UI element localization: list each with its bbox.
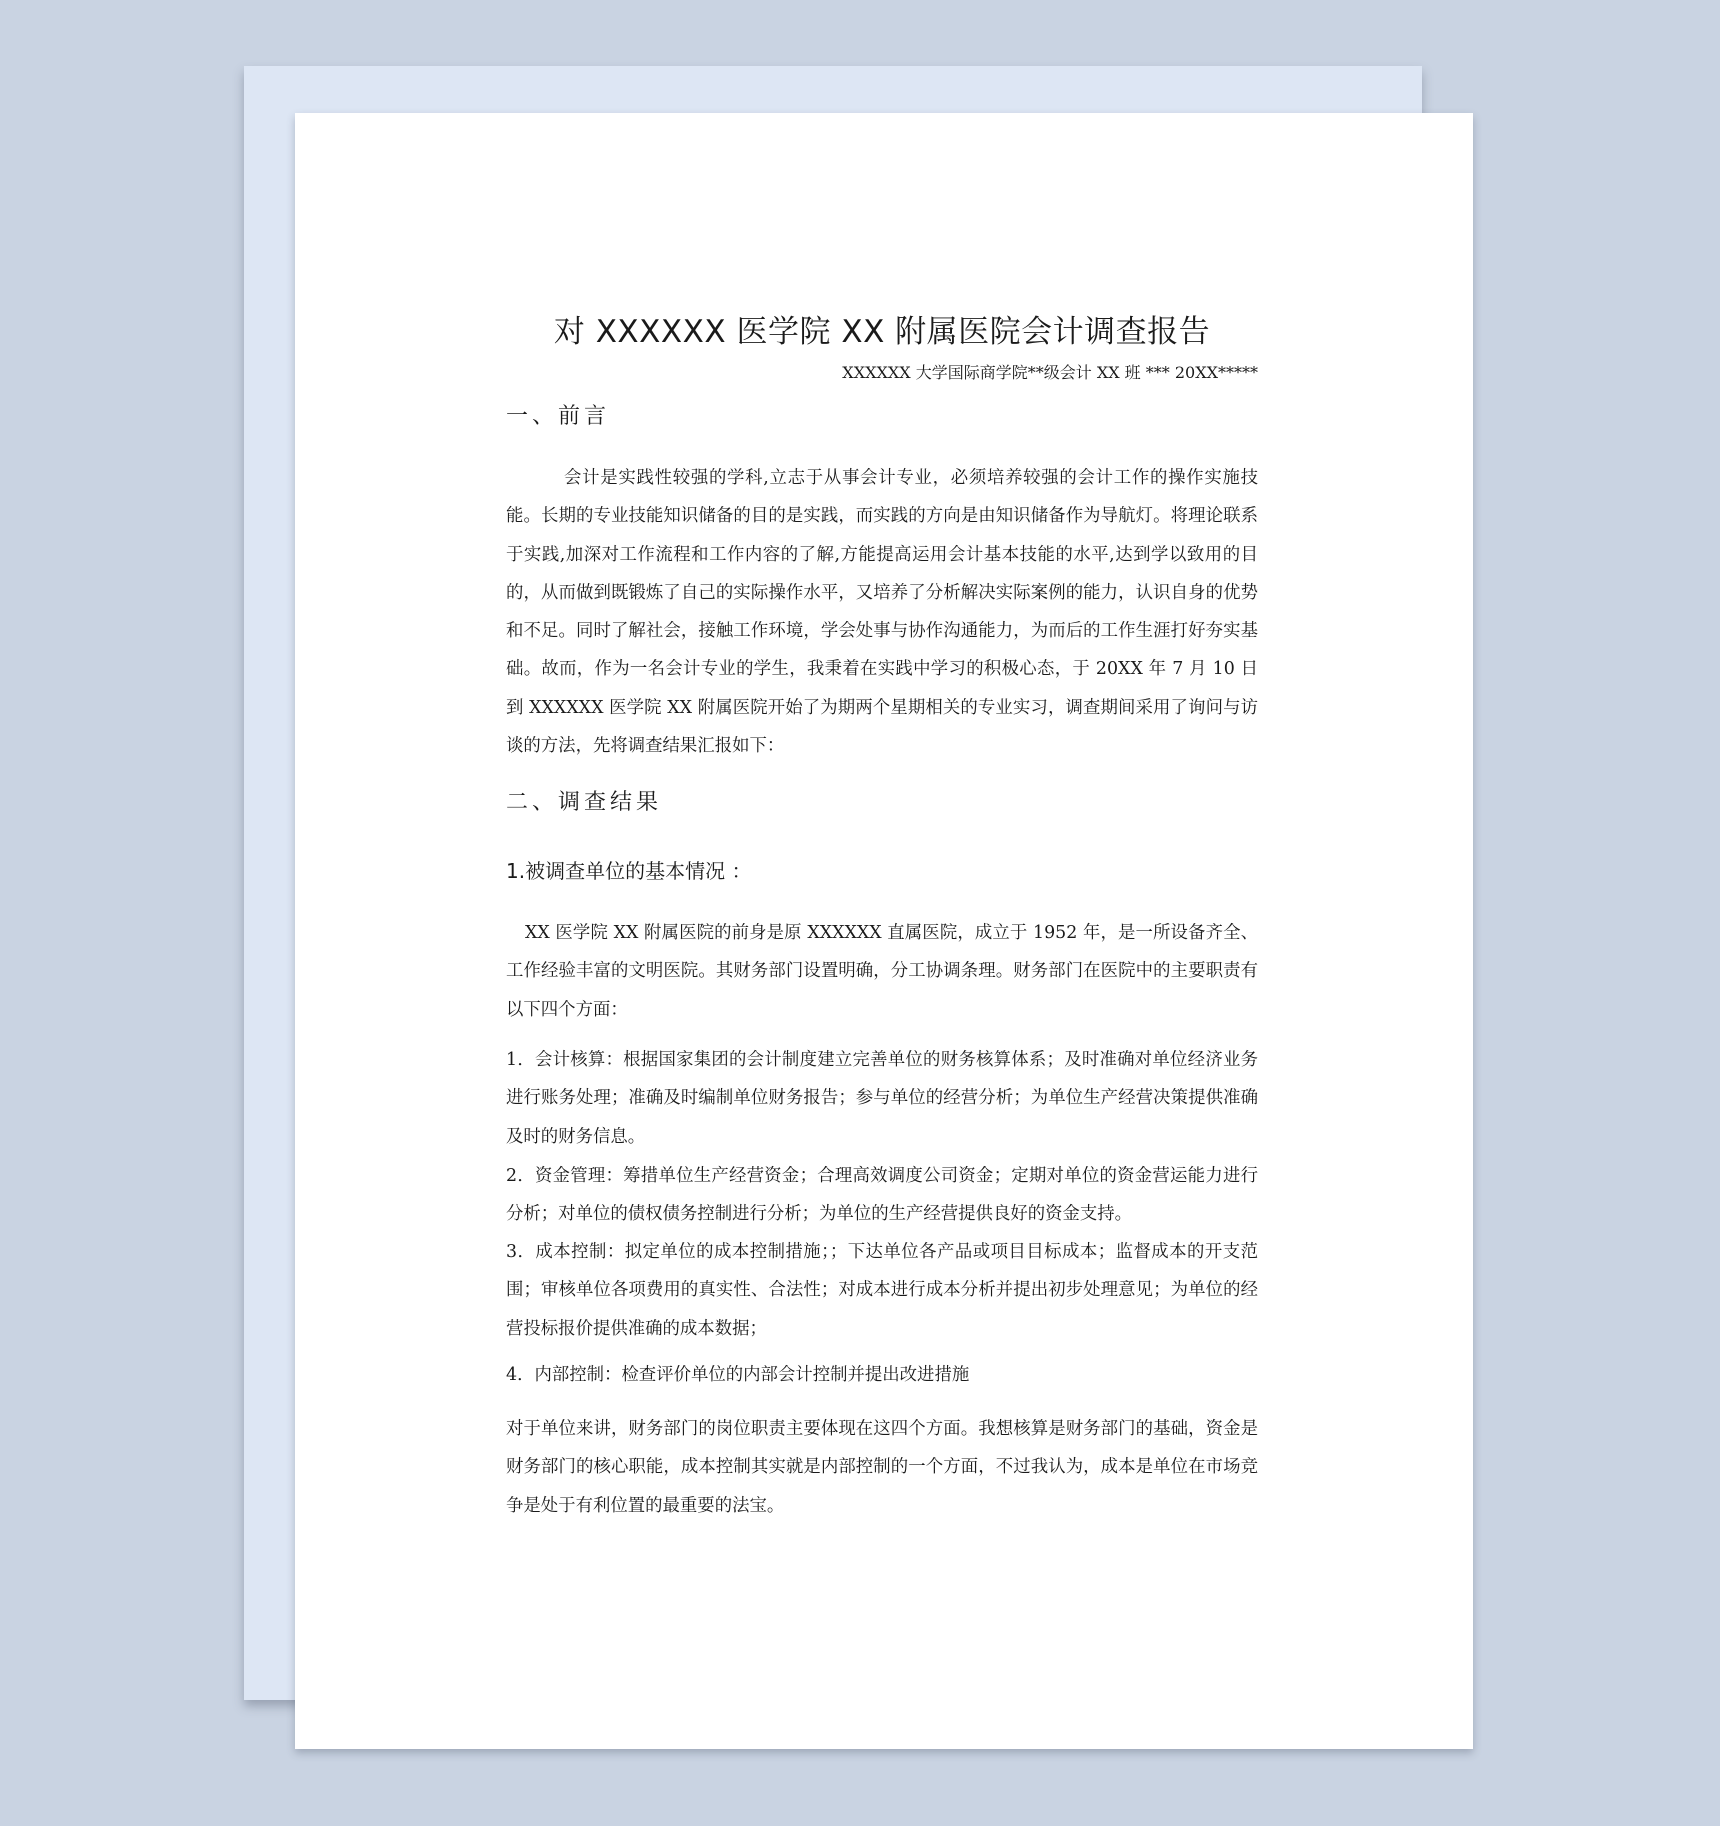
intro-paragraph: XX 医学院 XX 附属医院的前身是原 XXXXXX 直属医院，成立于 1952 年，是一所设备齐全、工作经验丰富的文明医院。其财务部门设置明确，分工协调条理。财务部门在医院中的主要职责有以下四个方面： xyxy=(506,923,1258,1020)
section-heading-preface: 一、前言 xyxy=(506,404,611,429)
list-item-internal-control: 4．内部控制：检查评价单位的内部会计控制并提出改进措施 xyxy=(506,1365,970,1385)
list-item-fund-management: 2．资金管理：筹措单位生产经营资金；合理高效调度公司资金；定期对单位的资金营运能力进行分析；对单位的债权债务控制进行分析；为单位的生产经营提供良好的资金支持。 xyxy=(506,1166,1258,1225)
preface-paragraph: 会计是实践性较强的学科,立志于从事会计专业，必须培养较强的会计工作的操作实施技能。长期的专业技能知识储备的目的是实践，而实践的方向是由知识储备作为导航灯。将理论联系于实践,加深对工作流程和工作内容的了解,方能提高运用会计基本技能的水平,达到学以致用的目的，从而做到既锻炼了自己的实际操作水平，又培养了分析解决实际案例的能力，认识自身的优势和不足。同时了解社会，接触工作环境，学会处事与协作沟通能力，为而后的工作生涯打好夯实基础。故而，作为一名会计专业的学生，我秉着在实践中学习的积极心态，于 20XX 年 7 月 10 日到 XXXXXX 医学院 XX 附属医院开始了为期两个星期相关的专业实习，调查期间采用了询问与访谈的方法，先将调查结果汇报如下： xyxy=(506,468,1258,757)
author-byline: XXXXXX 大学国际商学院**级会计 XX 班 *** 20XX***** xyxy=(842,363,1258,382)
section-heading-results: 二、调查结果 xyxy=(506,790,663,815)
document-page xyxy=(295,113,1473,1749)
subheading-basic-info: 1.被调查单位的基本情况 ： xyxy=(506,859,752,883)
conclusion-paragraph: 对于单位来讲，财务部门的岗位职责主要体现在这四个方面。我想核算是财务部门的基础，资金是财务部门的核心职能，成本控制其实就是内部控制的一个方面，不过我认为，成本是单位在市场竞争是处于有利位置的最重要的法宝。 xyxy=(506,1419,1258,1516)
list-item-cost-control: 3．成本控制：拟定单位的成本控制措施；；下达单位各产品或项目目标成本；监督成本的开支范围；审核单位各项费用的真实性、合法性；对成本进行成本分析并提出初步处理意见；为单位的经营投标报价提供准确的成本数据； xyxy=(506,1242,1258,1339)
list-item-accounting: 1．会计核算：根据国家集团的会计制度建立完善单位的财务核算体系；及时准确对单位经济业务进行账务处理；准确及时编制单位财务报告；参与单位的经营分析；为单位生产经营决策提供准确及时的财务信息。 xyxy=(506,1050,1258,1147)
page-title: 对 XXXXXX 医学院 XX 附属医院会计调查报告 xyxy=(553,314,1211,350)
